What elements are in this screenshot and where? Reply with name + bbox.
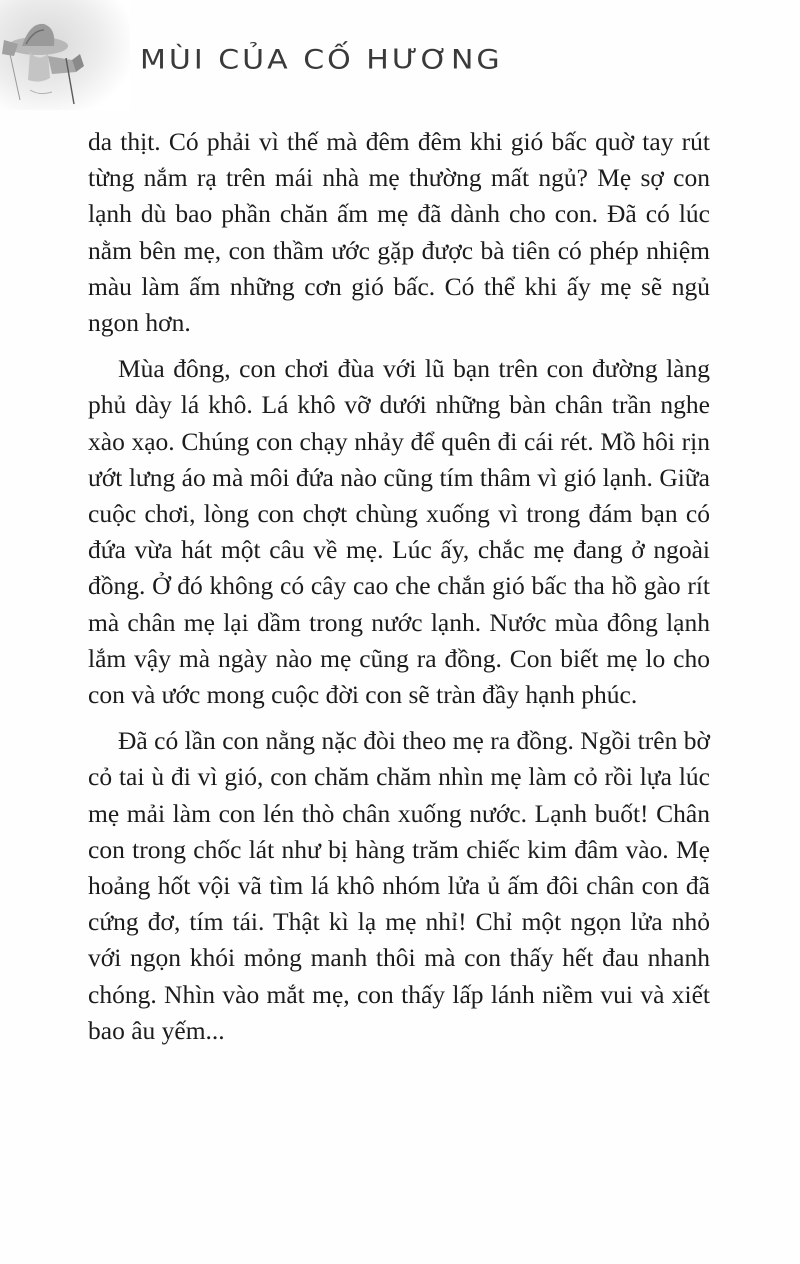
sketch-figure-icon [0, 0, 130, 110]
paragraph-3: Đã có lần con nằng nặc đòi theo mẹ ra đồng. Ngồi trên bờ cỏ tai ù đi vì gió, con chăm chăm nhìn mẹ làm cỏ rồi lựa lúc mẹ mải làm con lén thò chân xuống nước. Lạnh buốt! Chân con trong chốc lát như bị hàng trăm chiếc kim đâm vào. Mẹ hoảng hốt vội vã tìm lá khô nhóm lửa ủ ấm đôi chân con đã cứng đơ, tím tái. Thật kì lạ mẹ nhỉ! Chỉ một ngọn lửa nhỏ với ngọn khói mỏng manh thôi mà con thấy hết đau nhanh chóng. Nhìn vào mắt mẹ, con thấy lấp lánh niềm vui và xiết bao âu yếm... [88, 726, 710, 1045]
running-header-title: MÙI CỦA CỐ HƯƠNG [140, 44, 503, 76]
running-header [0, 0, 800, 110]
paragraph-1: da thịt. Có phải vì thế mà đêm đêm khi gió bấc quờ tay rút từng nắm rạ trên mái nhà mẹ thường mất ngủ? Mẹ sợ con lạnh dù bao phần chăn ấm mẹ đã dành cho con. Đã có lúc nằm bên mẹ, con thầm ước gặp được bà tiên có phép nhiệm màu làm ấm những cơn gió bấc. Có thể khi ấy mẹ sẽ ngủ ngon hơn. [88, 127, 710, 338]
body-text [88, 124, 710, 1059]
paragraph-2: Mùa đông, con chơi đùa với lũ bạn trên con đường làng phủ dày lá khô. Lá khô vỡ dưới những bàn chân trần nghe xào xạo. Chúng con chạy nhảy để quên đi cái rét. Mồ hôi rịn ướt lưng áo mà môi đứa nào cũng tím thâm vì gió lạnh. Giữa cuộc chơi, lòng con chợt chùng xuống vì trong đám bạn có đứa vừa hát một câu về mẹ. Lúc ấy, chắc mẹ đang ở ngoài đồng. Ở đó không có cây cao che chắn gió bấc tha hồ gào rít mà chân mẹ lại dầm trong nước lạnh. Nước mùa đông lạnh lắm vậy mà ngày nào mẹ cũng ra đồng. Con biết mẹ lo cho con và ước mong cuộc đời con sẽ tràn đầy hạnh phúc. [88, 354, 710, 710]
